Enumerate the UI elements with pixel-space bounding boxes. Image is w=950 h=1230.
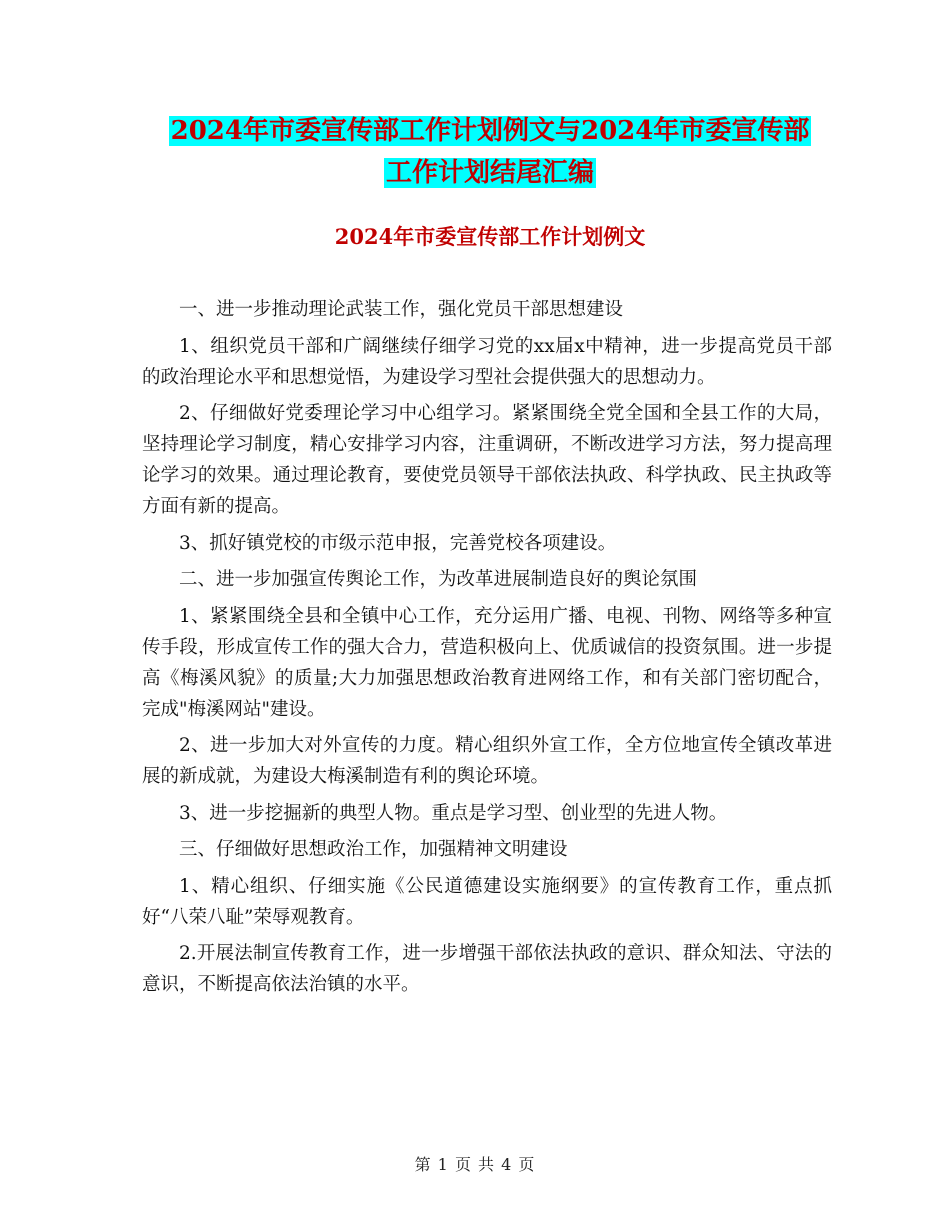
paragraph: 三、仔细做好思想政治工作，加强精神文明建设 — [179, 839, 568, 860]
paragraph: 2.开展法制宣传教育工作，进一步增强干部依法执政的意识、群众知法、守法的意识，不断提高依法治镇的水平。 — [142, 943, 832, 995]
paragraph: 一、进一步推动理论武装工作，强化党员干部思想建设 — [179, 299, 624, 320]
paragraph: 1、精心组织、仔细实施《公民道德建设实施纲要》的宣传教育工作，重点抓好“八荣八耻”荣辱观教育。 — [142, 875, 832, 928]
paragraph: 2、仔细做好党委理论学习中心组学习。紧紧围绕全党全国和全县工作的大局，坚持理论学习制度，精心安排学习内容，注重调研，不断改进学习方法，努力提高理论学习的效果。通过理论教育，要使党员领导干部依法执政、科学执政、民主执政等方面有新的提高。 — [142, 403, 832, 517]
paragraph: 3、进一步挖掘新的典型人物。重点是学习型、创业型的先进人物。 — [179, 802, 728, 824]
paragraph: 3、抓好镇党校的市级示范申报，完善党校各项建设。 — [179, 532, 617, 554]
paragraph: 1、组织党员干部和广阔继续仔细学习党的xx届x中精神，进一步提高党员干部的政治理论水平和思想觉悟，为建设学习型社会提供强大的思想动力。 — [142, 335, 832, 388]
section-heading: 2024年市委宣传部工作计划例文 — [334, 224, 646, 249]
document-body — [142, 294, 832, 1006]
paragraph: 2、进一步加大对外宣传的力度。精心组织外宣工作，全方位地宣传全镇改革进展的新成就，为建设大梅溪制造有利的舆论环境。 — [142, 735, 832, 787]
paragraph: 二、进一步加强宣传舆论工作，为改革进展制造良好的舆论氛围 — [179, 569, 698, 590]
document-title-line-1: 2024年市委宣传部工作计划例文与2024年市委宣传部 — [170, 116, 810, 146]
paragraph: 1、紧紧围绕全县和全镇中心工作，充分运用广播、电视、刊物、网络等多种宣传手段，形成宣传工作的强大合力，营造积极向上、优质诚信的投资氛围。进一步提高《梅溪风貌》的质量;大力加强思想政治教育进网络工作，和有关部门密切配合，完成"梅溪网站"建设。 — [142, 605, 832, 720]
page-number-footer: 第 1 页 共 4 页 — [414, 1155, 536, 1174]
document-title-line-2: 工作计划结尾汇编 — [385, 158, 594, 188]
